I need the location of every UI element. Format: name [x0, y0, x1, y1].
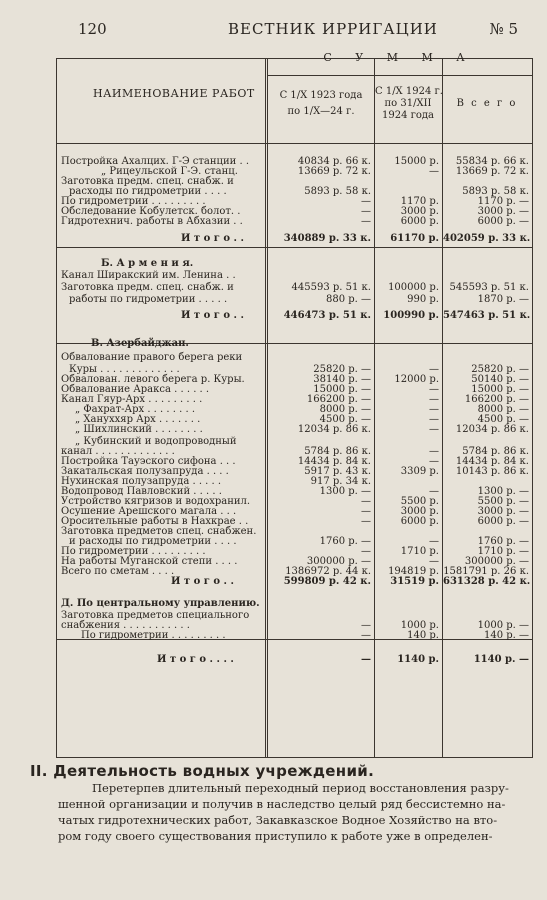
- row-value-period2: 1170 р.: [400, 196, 439, 207]
- row-value-period1: 40834 р. 66 к.: [297, 156, 371, 167]
- row-value-period2: 6000 р.: [400, 216, 439, 227]
- row-value-total: 15000 р. —: [471, 384, 529, 395]
- row-label: Постройка Ахалцих. Г-Э станции . .: [61, 156, 250, 167]
- row-value-period1: 880 р. —: [325, 294, 371, 305]
- row-label: В. Азербайджан.: [91, 338, 189, 349]
- paragraph-line: ром году своего существования приступило к работе уже в определен-: [58, 829, 493, 843]
- row-label: Б. А р м е н и я.: [101, 258, 194, 269]
- row-value-period1: —: [361, 506, 371, 517]
- row-value-period1: 446473 р. 51 к.: [283, 310, 371, 321]
- row-label: Канал Гяур-Арх . . . . . . . . .: [61, 394, 203, 405]
- row-value-period1: 8000 р. —: [319, 404, 371, 415]
- row-label: И т о г о . . . .: [157, 654, 234, 665]
- row-value-period2: —: [429, 556, 439, 567]
- row-value-total: 1170 р. —: [477, 196, 529, 207]
- row-label: Оросительные работы в Нахкрае . .: [61, 516, 249, 527]
- row-value-period2: —: [429, 166, 439, 177]
- row-value-total: 13669 р. 72 к.: [455, 166, 529, 177]
- row-value-total: 1581791 р. 26 к.: [443, 566, 529, 577]
- row-value-period1: 599809 р. 42 к.: [283, 576, 371, 587]
- row-label: „ Шихлинский . . . . . . . .: [75, 424, 203, 435]
- row-label: Обвалование Аракса . . . . . .: [61, 384, 210, 395]
- row-value-total: 545593 р. 51 к.: [449, 282, 529, 293]
- row-value-period1: 15000 р. —: [313, 384, 371, 395]
- row-value-period1: 917 р. 34 к.: [310, 476, 371, 487]
- row-value-total: 1000 р. —: [477, 620, 529, 631]
- row-label: Заготовка предм. спец. снабж. и: [61, 282, 234, 293]
- row-value-total: 166200 р. —: [464, 394, 529, 405]
- row-value-total: 1870 р. —: [477, 294, 529, 305]
- row-value-total: 140 р. —: [483, 630, 529, 641]
- row-label: На работы Муганской степи . . . .: [61, 556, 238, 567]
- row-value-period2: 6000 р.: [400, 516, 439, 527]
- col3-header: В с е г о: [456, 98, 518, 109]
- row-value-period2: 1000 р.: [400, 620, 439, 631]
- row-value-total: 4500 р. —: [477, 414, 529, 425]
- row-value-period1: —: [361, 196, 371, 207]
- row-label: Заготовка предм. спец. снабж. и: [61, 176, 234, 187]
- paragraph-line: чатых гидротехнических работ, Закавказское Водное Хозяйство на вто-: [58, 813, 498, 827]
- col2-header-line3: 1924 года: [381, 110, 434, 121]
- row-value-total: 6000 р. —: [477, 216, 529, 227]
- row-value-total: 14434 р. 84 к.: [455, 456, 529, 467]
- row-label: „ Кубинский и водопроводный: [75, 436, 237, 447]
- row-value-period1: 25820 р. —: [313, 364, 371, 375]
- row-value-period2: —: [429, 404, 439, 415]
- row-label: Канал Ширакский им. Ленина . .: [61, 270, 236, 281]
- row-value-period2: 12000 р.: [394, 374, 439, 385]
- row-value-period2: —: [429, 414, 439, 425]
- row-value-total: 8000 р. —: [477, 404, 529, 415]
- row-value-period2: 3000 р.: [400, 206, 439, 217]
- row-label: Заготовка предметов специального: [61, 610, 250, 621]
- row-value-total: 10143 р. 86 к.: [455, 466, 529, 477]
- row-value-period1: —: [361, 496, 371, 507]
- paragraph-line: Перетерпев длительный переходный период восстановления разру-: [92, 781, 509, 795]
- row-value-period2: —: [429, 424, 439, 435]
- row-value-total: 12034 р. 86 к.: [455, 424, 529, 435]
- row-label: расходы по гидрометрии . . . .: [69, 186, 227, 197]
- page-header: [78, 20, 518, 40]
- sum-rule: [268, 75, 532, 76]
- row-value-period2: 990 р.: [407, 294, 439, 305]
- row-value-period1: 12034 р. 86 к.: [297, 424, 371, 435]
- row-label: Водопровод Павловский . . . . .: [61, 486, 222, 497]
- row-label: „ Рицеульской Г-Э. станц.: [101, 166, 238, 177]
- row-label: Гидротехнич. работы в Абхазии . .: [61, 216, 243, 227]
- row-value-total: 631328 р. 42 к.: [443, 576, 531, 587]
- row-value-period2: 140 р.: [407, 630, 439, 641]
- row-value-period2: —: [429, 364, 439, 375]
- row-label: По гидрометрии . . . . . . . . .: [81, 630, 226, 641]
- row-value-total: 25820 р. —: [471, 364, 529, 375]
- row-value-period1: 38140 р. —: [313, 374, 371, 385]
- row-label: И т о г о . .: [171, 576, 234, 587]
- col1-header-line1: С 1/Х 1923 года: [279, 90, 363, 101]
- journal-title: ВЕСТНИК ИРРИГАЦИИ: [228, 20, 438, 38]
- row-value-period1: 1760 р. —: [319, 536, 371, 547]
- row-value-period2: 1710 р.: [400, 546, 439, 557]
- row-label: По гидрометрии . . . . . . . . .: [61, 196, 206, 207]
- row-value-period2: —: [429, 394, 439, 405]
- row-value-period1: 1300 р. —: [319, 486, 371, 497]
- row-value-period2: 100000 р.: [388, 282, 439, 293]
- row-value-period2: 3309 р.: [400, 466, 439, 477]
- row-value-total: 1760 р. —: [477, 536, 529, 547]
- row-label: Заготовка предметов спец. снабжен.: [61, 526, 257, 537]
- row-value-period2: —: [429, 446, 439, 457]
- row-label: Нухинская полузапруда . . . . .: [61, 476, 222, 487]
- row-label: И т о г о . .: [181, 233, 244, 244]
- row-value-total: 547463 р. 51 к.: [443, 310, 531, 321]
- row-value-total: 5784 р. 86 к.: [462, 446, 529, 457]
- row-label: работы по гидрометрии . . . . .: [69, 294, 228, 305]
- row-value-period2: 100990 р.: [383, 310, 439, 321]
- row-label: Всего по сметам . . . .: [61, 566, 175, 577]
- row-value-period1: —: [361, 516, 371, 527]
- row-value-period2: —: [429, 486, 439, 497]
- row-value-total: 6000 р. —: [477, 516, 529, 527]
- paragraph-line: шенной организации и получив в наследство целый ряд бессистемно на-: [58, 797, 506, 811]
- row-label: Обвалован. левого берега р. Куры.: [61, 374, 245, 385]
- row-label: Устройство кягризов и водохранил.: [61, 496, 251, 507]
- row-value-total: 3000 р. —: [477, 206, 529, 217]
- header-rule: [57, 143, 532, 144]
- row-label: Осушение Арешского магала . . .: [61, 506, 237, 517]
- row-value-period1: —: [361, 630, 371, 641]
- row-label: По гидрометрии . . . . . . . . .: [61, 546, 206, 557]
- row-value-total: 50140 р. —: [471, 374, 529, 385]
- row-label: Обвалование правого берега реки: [61, 352, 243, 363]
- row-label: Куры . . . . . . . . . . . . .: [69, 364, 180, 375]
- row-value-period1: 5893 р. 58 к.: [304, 186, 371, 197]
- row-value-period1: 13669 р. 72 к.: [297, 166, 371, 177]
- column-title: НАИМЕНОВАНИЕ РАБОТ: [93, 87, 255, 100]
- column-divider: [265, 59, 268, 757]
- row-value-total: 3000 р. —: [477, 506, 529, 517]
- row-label: Постройка Тауэского сифона . . .: [61, 456, 236, 467]
- row-label: Д. По центральному управлению.: [61, 598, 260, 609]
- row-label: Обследование Кобулетск. болот. .: [61, 206, 241, 217]
- row-value-period2: —: [429, 536, 439, 547]
- total-rule: [57, 247, 532, 248]
- row-value-period2: 3000 р.: [400, 506, 439, 517]
- row-label: „ Фахрат-Арх . . . . . . . .: [75, 404, 196, 415]
- row-label: и расходы по гидрометрии . . . .: [69, 536, 237, 547]
- col2-header-line2: по 31/XII: [384, 98, 432, 109]
- row-value-period2: 31519 р.: [390, 576, 439, 587]
- row-value-period1: —: [361, 206, 371, 217]
- page-number: 120: [78, 20, 107, 38]
- row-value-period1: 340889 р. 33 к.: [283, 233, 371, 244]
- row-value-period1: —: [361, 546, 371, 557]
- row-label: канал . . . . . . . . . . . . .: [61, 446, 175, 457]
- row-value-period1: 4500 р. —: [319, 414, 371, 425]
- row-value-period1: 5917 р. 43 к.: [304, 466, 371, 477]
- row-value-period1: 1386972 р. 44 к.: [285, 566, 371, 577]
- row-value-period2: 194819 р.: [388, 566, 439, 577]
- row-value-total: 1140 р. —: [473, 654, 529, 665]
- sum-header: С У М М А: [323, 51, 475, 64]
- issue-number: № 5: [489, 20, 518, 38]
- row-value-period2: —: [429, 456, 439, 467]
- row-value-period1: 166200 р. —: [306, 394, 371, 405]
- row-value-total: 1710 р. —: [477, 546, 529, 557]
- col1-header-line2: по 1/Х—24 г.: [287, 106, 355, 117]
- row-value-period1: —: [361, 620, 371, 631]
- row-value-total: 402059 р. 33 к.: [443, 233, 531, 244]
- row-value-total: 5893 р. 58 к.: [462, 186, 529, 197]
- row-value-total: 1300 р. —: [477, 486, 529, 497]
- row-value-period1: 14434 р. 84 к.: [297, 456, 371, 467]
- section-title: II. Деятельность водных учреждений.: [30, 762, 375, 780]
- row-value-period1: —: [361, 216, 371, 227]
- row-value-period2: 1140 р.: [397, 654, 439, 665]
- row-label: снабжения . . . . . . . . . . .: [61, 620, 190, 631]
- row-value-total: 5500 р. —: [477, 496, 529, 507]
- row-value-period2: 5500 р.: [400, 496, 439, 507]
- row-value-period1: 445593 р. 51 к.: [291, 282, 371, 293]
- row-value-period1: 5784 р. 86 к.: [304, 446, 371, 457]
- row-value-period1: —: [361, 654, 371, 665]
- row-label: И т о г о . .: [181, 310, 244, 321]
- col2-header-line1: С 1/Х 1924 г.: [375, 86, 443, 97]
- row-value-period2: 61170 р.: [390, 233, 439, 244]
- body-paragraph: [58, 780, 528, 844]
- row-value-period1: 300000 р. —: [306, 556, 371, 567]
- row-value-period2: —: [429, 384, 439, 395]
- row-label: Закатальская полузапруда . . . .: [61, 466, 229, 477]
- row-value-total: 55834 р. 66 к.: [455, 156, 529, 167]
- row-label: „ Хануххяр Арх . . . . . . .: [75, 414, 201, 425]
- row-value-total: 300000 р. —: [464, 556, 529, 567]
- row-value-period2: 15000 р.: [394, 156, 439, 167]
- budget-table: [56, 51, 533, 758]
